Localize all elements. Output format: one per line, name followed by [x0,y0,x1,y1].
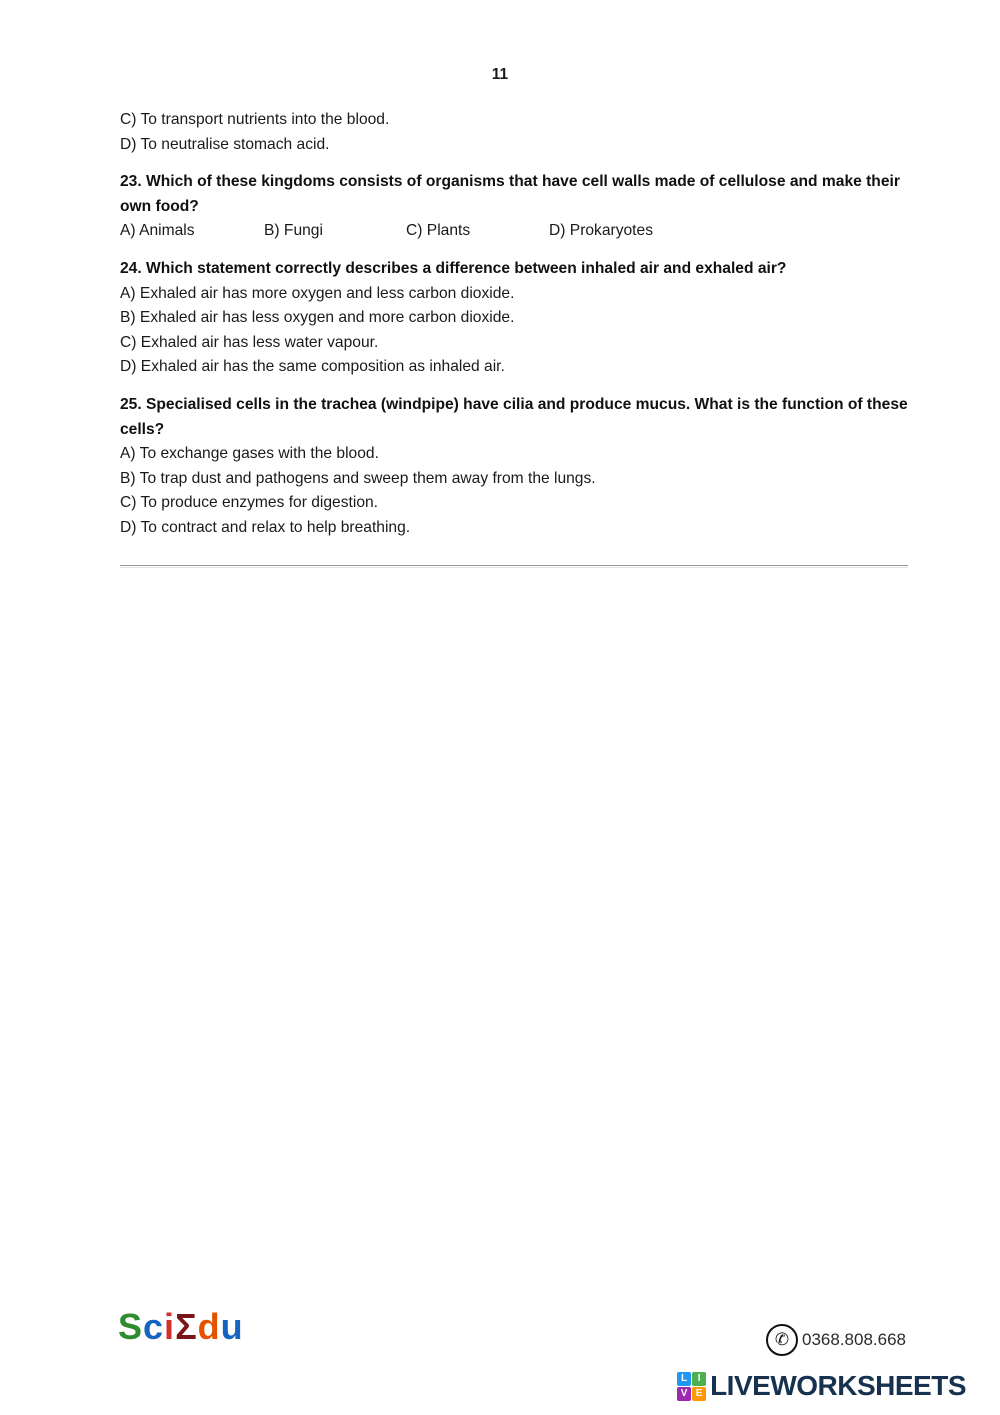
sciedu-logo [118,1306,244,1348]
question-text: 25. Specialised cells in the trachea (windpipe) have cilia and produce mucus. What is the function of these cells? [120,395,908,438]
question-text: 23. Which of these kingdoms consists of organisms that have cell walls made of cellulose and make their own food? [120,173,900,215]
option-line: C) Exhaled air has less water vapour. [120,333,379,351]
option: A) Animals [120,222,195,240]
option: D) Prokaryotes [549,222,653,240]
page-content [120,87,908,568]
question-23 [120,170,908,244]
page-number: 11 [491,66,509,83]
liveworksheets-label: LIVEWORKSHEETS [710,1370,966,1401]
sciedu-logo-text: SciΣdu [118,1306,244,1347]
option: C) Plants [406,222,471,240]
question-text: 24. Which statement correctly describes a difference between inhaled air and exhaled air? [120,259,787,277]
question-25 [120,393,908,541]
liveworksheets-grid-icon: L I V E [677,1372,706,1401]
option-line: D) Exhaled air has the same composition as inhaled air. [120,358,505,376]
section-divider [120,565,908,568]
option-line: B) To trap dust and pathogens and sweep them away from the lungs. [120,469,596,487]
option: B) Fungi [264,222,323,240]
option-line: A) Exhaled air has more oxygen and less carbon dioxide. [120,284,515,302]
option-line: A) To exchange gases with the blood. [120,445,379,463]
option-line: C) To transport nutrients into the blood. [120,111,390,128]
question-options-row [120,219,908,244]
phone-icon: ✆ [766,1324,798,1356]
phone-contact [766,1324,906,1356]
carryover-options [120,108,908,157]
question-24 [120,257,908,380]
option-line: D) To neutralise stomach acid. [120,135,330,153]
liveworksheets-logo [677,1370,966,1402]
option-line: D) To contract and relax to help breathing. [120,518,411,536]
option-line: C) To produce enzymes for digestion. [120,494,379,512]
option-line: B) Exhaled air has less oxygen and more carbon dioxide. [120,309,515,327]
phone-number: 0368.808.668 [802,1330,906,1349]
